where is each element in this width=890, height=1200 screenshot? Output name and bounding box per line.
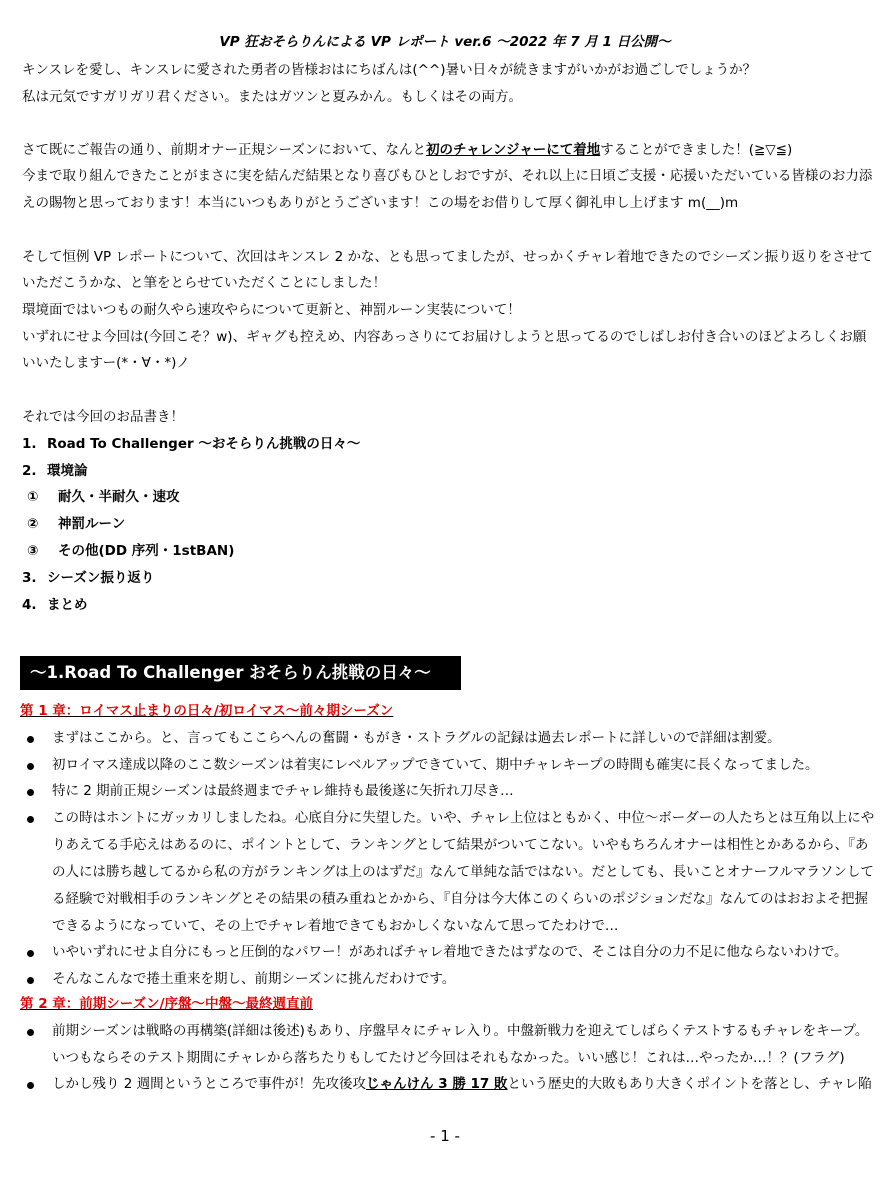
- list-item-continuation: の人には勝ち越してるから私の方がランキングは上のはずだ』なんて単純な話ではない。だとしても、長いことオナーフルマラソンして: [52, 864, 874, 880]
- page-number: - 1 -: [430, 1127, 460, 1145]
- list-item: この時はホントにガッカリしましたね。心底自分に失望した。いや、チャレ上位はともかく、中位～ボーダーの人たちとは互角以上にや: [52, 810, 875, 826]
- toc-number: ③: [27, 543, 39, 559]
- toc-subitem: [27, 542, 234, 560]
- list-item-text-pre: しかし残り 2 週間というところで事件が！先攻後攻: [52, 1076, 367, 1092]
- list-item-continuation: いつもならそのテスト期間にチャレから落ちたりもしてたけど今回はそれもなかった。いい感じ！これは…やったか…！？(フラグ): [52, 1050, 845, 1066]
- toc-number: ①: [27, 489, 39, 505]
- toc-label: 神罰ルーン: [58, 516, 126, 532]
- paragraph-result: [22, 141, 792, 159]
- chapter-heading: 第 1 章：ロイマス止まりの日々/初ロイマス～前々期シーズン: [20, 703, 394, 719]
- bullet-icon: [27, 763, 34, 770]
- list-item: まずはここから。と、言ってもここらへんの奮闘・もがき・ストラグルの記録は過去レポートに詳しいので詳細は割愛。: [52, 730, 781, 746]
- paragraph-report-line-4: いずれにせよ今回は(今回こそ？w)、ギャグも控えめ、内容あっさりにてお届けしようと思ってるのでしばしお付き合いのほどよろしくお願: [22, 329, 867, 345]
- list-item-text-post: という歴史的大敗もあり大きくポイントを落とし、チャレ陥: [507, 1076, 872, 1092]
- toc-intro: それでは今回のお品書き！: [22, 409, 184, 425]
- result-text-pre: さて既にご報告の通り、前期オナー正規シーズンにおいて、なんと: [22, 142, 427, 158]
- toc-subitem: [27, 515, 125, 533]
- toc-label: その他(DD 序列・1stBAN): [58, 543, 235, 559]
- list-item-continuation: できるようになっていて、その上でチャレ着地できてもおかしくないなんて思ってたわけで…: [52, 918, 619, 934]
- list-item: いやいずれにせよ自分にもっと圧倒的なパワー！があればチャレ着地できたはずなので、そこは自分の力不足に他ならないわけで。: [52, 944, 848, 960]
- toc-number: 4.: [22, 597, 37, 613]
- toc-subitem: [27, 488, 180, 506]
- paragraph-thanks-line-2: えの賜物と思っております！本当にいつもありがとうございます！この場をお借りして厚く御礼申し上げます m(__)m: [22, 195, 739, 211]
- toc-number: ②: [27, 516, 39, 532]
- toc-item: [22, 435, 360, 453]
- toc-label: 環境論: [47, 463, 88, 479]
- section-header: ～1.Road To Challenger おそらりん挑戦の日々～: [20, 656, 461, 690]
- paragraph-thanks-line-1: 今まで取り組んできたことがまさに実を結んだ結果となり喜びもひとしおですが、それ以上に日頃ご支援・応援いただいている皆様のお力添: [22, 168, 873, 184]
- toc-number: 3.: [22, 570, 37, 586]
- bullet-icon: [27, 789, 34, 796]
- paragraph-report-line-5: いいたしますー(*・∀・*)ノ: [22, 355, 190, 371]
- list-item: 初ロイマス達成以降のここ数シーズンは着実にレベルアップできていて、期中チャレキープの時間も確実に長くなってました。: [52, 757, 819, 773]
- document-title: VP 狂おそらりんによる VP レポート ver.6 ～2022 年 7 月 1 日公開～: [219, 34, 671, 50]
- toc-number: 1.: [22, 436, 37, 452]
- list-item-emphasis: じゃんけん 3 勝 17 敗: [366, 1076, 508, 1092]
- bullet-icon: [27, 977, 34, 984]
- result-text-post: することができました！(≧▽≦): [600, 142, 793, 158]
- chapter-heading: 第 2 章：前期シーズン/序盤～中盤～最終週直前: [20, 996, 314, 1012]
- toc-number: 2.: [22, 463, 37, 479]
- toc-item: [22, 569, 154, 587]
- toc-label: シーズン振り返り: [47, 570, 155, 586]
- toc-label: 耐久・半耐久・速攻: [58, 489, 180, 505]
- paragraph-report-line-3: 環境面ではいつもの耐久やら速攻やらについて更新と、神罰ルーン実装について！: [22, 302, 521, 318]
- list-item: 前期シーズンは戦略の再構築(詳細は後述)もあり、序盤早々にチャレ入り。中盤新戦力を迎えてしばらくテストするもチャレをキープ。: [52, 1023, 869, 1039]
- paragraph-report-line-2: いただこうかな、と筆をとらせていただくことにしました！: [22, 275, 387, 291]
- bullet-icon: [27, 1029, 34, 1036]
- bullet-icon: [27, 950, 34, 957]
- bullet-icon: [27, 1082, 34, 1089]
- bullet-icon: [27, 816, 34, 823]
- toc-label: Road To Challenger ～おそらりん挑戦の日々～: [47, 436, 361, 452]
- list-item-continuation: る経験で対戦相手のランキングとその結果の積み重ねとかから、『自分は今大体このくらいのポジションだな』なんてのはおおよそ把握: [52, 891, 869, 907]
- list-item: 特に 2 期前正規シーズンは最終週までチャレ維持も最後遂に矢折れ刀尽き…: [52, 783, 514, 799]
- list-item: [52, 1075, 872, 1093]
- intro-line-2: 私は元気ですガリガリ君ください。またはガツンと夏みかん。もしくはその両方。: [22, 89, 523, 105]
- toc-label: まとめ: [47, 597, 88, 613]
- bullet-icon: [27, 736, 34, 743]
- paragraph-report-line-1: そして恒例 VP レポートについて、次回はキンスレ 2 かな、とも思ってましたが、せっかくチャレ着地できたのでシーズン振り返りをさせて: [22, 249, 873, 265]
- toc-item: [22, 596, 88, 614]
- toc-item: [22, 462, 88, 480]
- result-emphasis: 初のチャレンジャーにて着地: [426, 142, 601, 158]
- intro-line-1: キンスレを愛し、キンスレに愛された勇者の皆様おはにちばんは(^^)暑い日々が続きますがいかがお過ごしでしょうか？: [22, 62, 757, 78]
- list-item-continuation: りあえてる手応えはあるのに、ポイントとして、ランキングとして結果がついてこない。いやもちろんオナーは相性とかあるから、『あ: [52, 837, 869, 853]
- list-item: そんなこんなで捲土重来を期し、前期シーズンに挑んだわけです。: [52, 971, 456, 987]
